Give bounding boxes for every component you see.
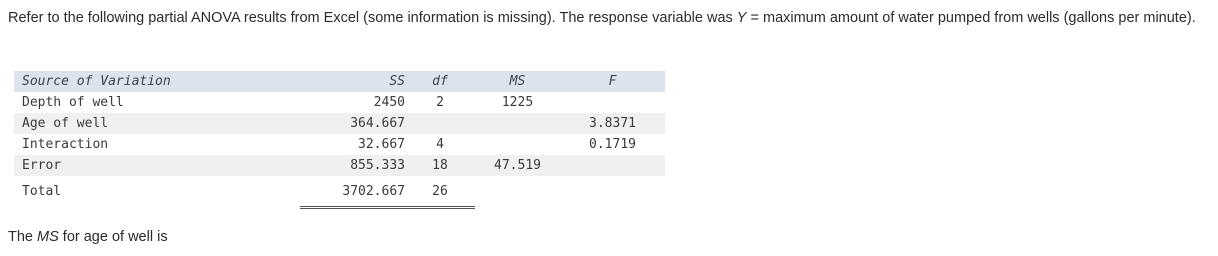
cell-f [560,92,665,113]
cell-ms [475,113,560,134]
cell-f [560,155,665,176]
table-row-error [14,155,665,176]
question-suffix: for age of well is [58,229,168,245]
cell-ms [475,134,560,155]
problem-statement [8,7,1213,29]
cell-source: Interaction [22,137,109,152]
table-row-interaction [14,134,665,155]
header-source: Source of Variation [22,74,171,89]
cell-f: 3.8371 [589,116,636,131]
cell-source: Total [22,184,62,200]
response-variable-symbol: Y [736,10,747,26]
cell-df: 2 [436,95,444,110]
cell-df: 18 [432,158,448,173]
anova-header-row [14,71,665,92]
anova-table [14,71,665,209]
cell-ss: 32.667 [358,137,405,152]
cell-ss: 3702.667 [300,176,405,208]
cell-df: 26 [405,176,475,208]
cell-df: 4 [436,137,444,152]
cell-ms: 47.519 [494,158,541,173]
question-ms: MS [37,229,59,245]
cell-f [560,176,665,208]
header-df: df [432,74,448,89]
header-ms: MS [509,74,526,89]
cell-source: Depth of well [22,95,124,110]
intro-text-1: Refer to the following partial ANOVA results from Excel (some information is missing). The response variable was [8,10,737,26]
table-row-age [14,113,665,134]
cell-ss: 2450 [373,95,405,110]
cell-ms [475,176,560,208]
cell-f: 0.1719 [589,137,636,152]
question-text [8,229,168,245]
header-f: F [608,74,617,89]
header-ss: SS [389,74,405,89]
table-row-total [14,176,665,208]
cell-ss: 855.333 [350,158,405,173]
cell-source: Age of well [22,116,109,131]
table-row-depth [14,92,665,113]
intro-text-2: = maximum amount of water pumped from wells (gallons per minute). [746,10,1196,26]
cell-source: Error [22,158,62,173]
cell-ss: 364.667 [350,116,405,131]
question-prefix: The [8,229,38,245]
cell-ms: 1225 [501,95,534,110]
cell-df [405,113,475,134]
